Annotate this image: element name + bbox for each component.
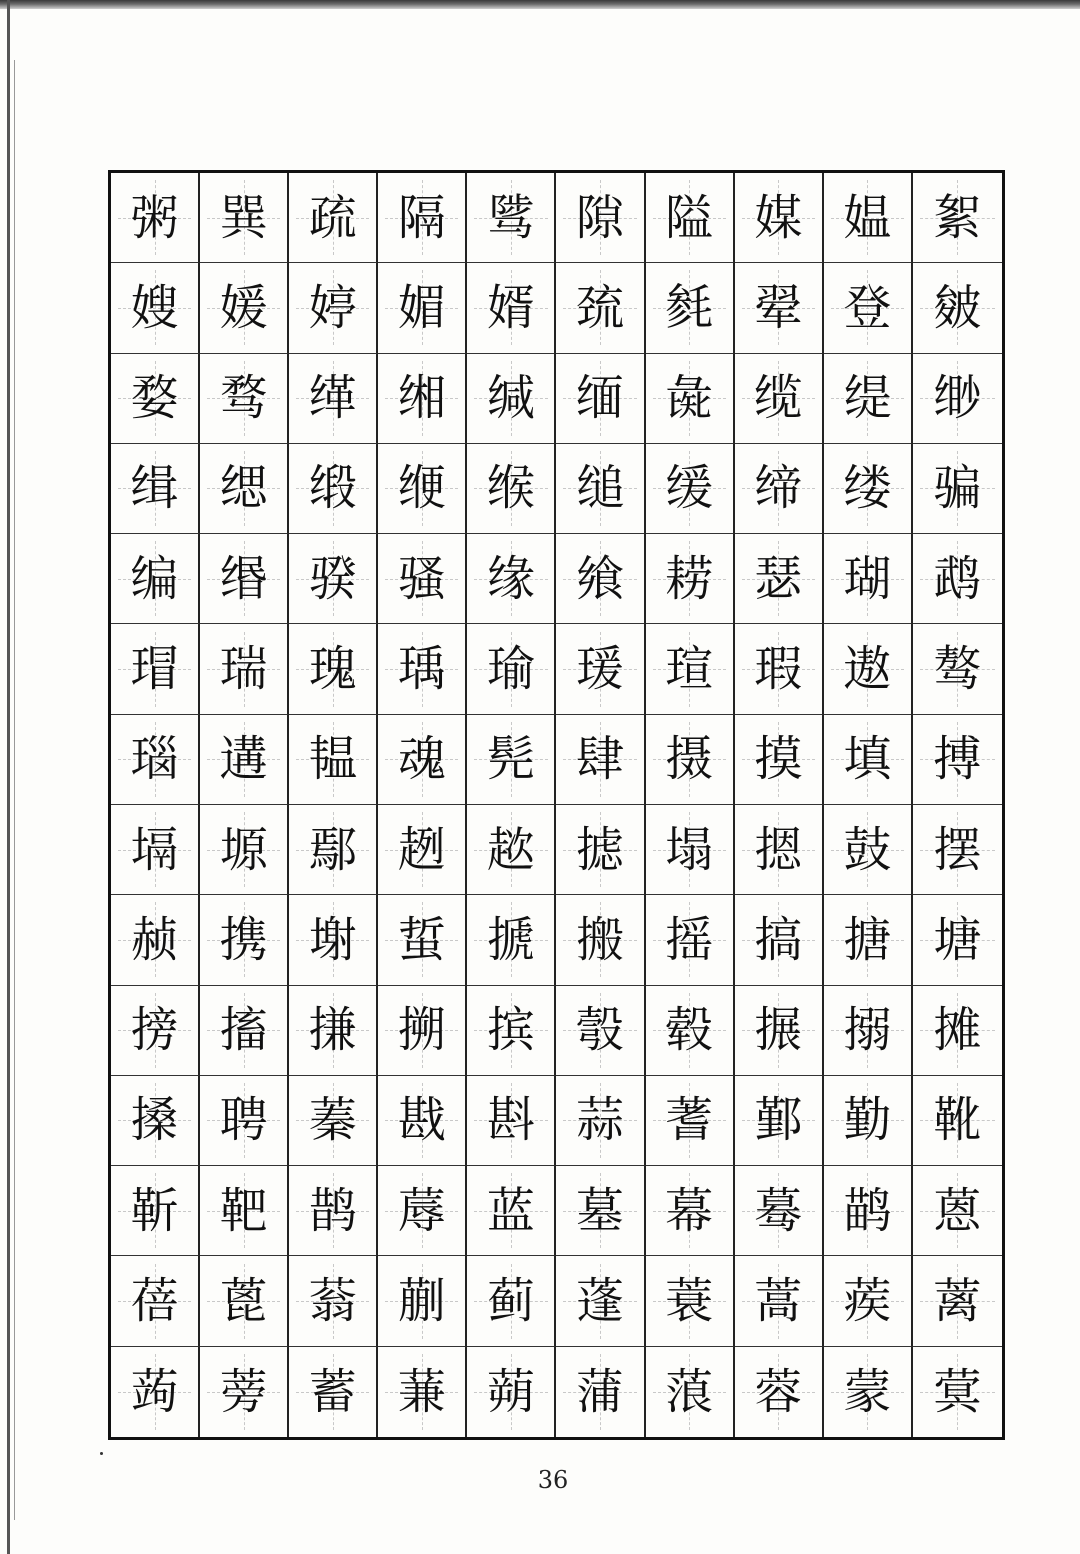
grid-cell [824, 715, 913, 805]
grid-cell [735, 1166, 824, 1256]
character: 缌 [219, 460, 268, 517]
character: 隔 [397, 189, 446, 246]
character: 蒺 [843, 1273, 892, 1330]
character: 耢 [665, 550, 714, 607]
character: 彀 [576, 1002, 625, 1059]
grid-cell [378, 173, 467, 263]
character: 蒹 [397, 1363, 446, 1420]
character: 蒿 [754, 1273, 803, 1330]
character: 摁 [754, 821, 803, 878]
grid-cell [111, 444, 200, 534]
character: 蓊 [308, 1273, 357, 1330]
grid-cell [111, 895, 200, 985]
character: 鹊 [308, 1182, 357, 1239]
character: 聘 [219, 1092, 268, 1149]
grid-cell [735, 534, 824, 624]
character: 蒜 [576, 1092, 625, 1149]
character: 摅 [576, 821, 625, 878]
grid-cell [913, 805, 1002, 895]
grid-cell [111, 1256, 200, 1346]
grid-cell [913, 1347, 1002, 1437]
grid-cell [913, 534, 1002, 624]
character: 嫂 [130, 279, 179, 336]
grid-cell [111, 1166, 200, 1256]
grid-cell [824, 173, 913, 263]
character: 鹋 [843, 1182, 892, 1239]
grid-cell [289, 715, 378, 805]
grid-cell [556, 263, 645, 353]
grid-cell [913, 986, 1002, 1076]
grid-cell [646, 1166, 735, 1256]
character: 登 [843, 279, 892, 336]
character: 鄢 [308, 821, 357, 878]
character: 搠 [397, 1002, 446, 1059]
grid-cell [824, 1166, 913, 1256]
grid-cell [111, 715, 200, 805]
grid-cell [378, 1166, 467, 1256]
character: 蓍 [665, 1092, 714, 1149]
character: 巽 [219, 189, 268, 246]
grid-cell [646, 895, 735, 985]
grid-cell [824, 805, 913, 895]
grid-cell [824, 534, 913, 624]
grid-cell [200, 895, 289, 985]
character: 魂 [397, 731, 446, 788]
character: 蓁 [308, 1092, 357, 1149]
grid-cell [200, 1076, 289, 1166]
character: 瑞 [219, 641, 268, 698]
grid-cell [289, 624, 378, 714]
character: 蒙 [843, 1363, 892, 1420]
character: 缃 [397, 370, 446, 427]
grid-cell [289, 444, 378, 534]
grid-cell [556, 895, 645, 985]
character: 缉 [130, 460, 179, 517]
character: 缒 [576, 460, 625, 517]
character: 翚 [754, 279, 803, 336]
character: 塥 [130, 821, 179, 878]
grid-cell [646, 1076, 735, 1166]
character: 巯 [576, 279, 625, 336]
grid-cell [289, 986, 378, 1076]
grid-cell [735, 986, 824, 1076]
grid-cell [467, 1256, 556, 1346]
grid-cell [913, 895, 1002, 985]
grid-cell [824, 986, 913, 1076]
grid-cell [200, 173, 289, 263]
grid-cell [467, 715, 556, 805]
grid-cell [824, 1256, 913, 1346]
character-grid [108, 170, 1005, 1440]
character: 缘 [486, 550, 535, 607]
character: 鹉 [933, 550, 982, 607]
grid-cell [824, 624, 913, 714]
grid-cell [111, 1347, 200, 1437]
grid-cell [378, 715, 467, 805]
grid-cell [378, 444, 467, 534]
character: 搬 [576, 911, 625, 968]
character: 缑 [486, 460, 535, 517]
grid-cell [556, 805, 645, 895]
grid-cell [735, 444, 824, 534]
character: 蒯 [397, 1273, 446, 1330]
character: 搛 [308, 1002, 357, 1059]
grid-cell [646, 986, 735, 1076]
grid-cell [467, 895, 556, 985]
character: 蓑 [665, 1273, 714, 1330]
character: 搡 [130, 1092, 179, 1149]
character: 蓬 [576, 1273, 625, 1330]
grid-cell [646, 263, 735, 353]
character: 搦 [843, 1002, 892, 1059]
grid-cell [556, 624, 645, 714]
grid-cell [824, 1347, 913, 1437]
character: 摊 [933, 1002, 982, 1059]
grid-cell [111, 1076, 200, 1166]
grid-cell [378, 1256, 467, 1346]
grid-cell [913, 354, 1002, 444]
character: 疏 [308, 189, 357, 246]
scan-speck [100, 1452, 103, 1455]
grid-cell [735, 715, 824, 805]
grid-cell [913, 1166, 1002, 1256]
grid-cell [556, 1076, 645, 1166]
grid-cell [289, 805, 378, 895]
character: 蓓 [130, 1273, 179, 1330]
character: 携 [219, 911, 268, 968]
grid-cell [735, 895, 824, 985]
character: 蒗 [665, 1363, 714, 1420]
grid-cell [378, 1347, 467, 1437]
character: 缂 [308, 370, 357, 427]
character: 蒴 [486, 1363, 535, 1420]
character: 媛 [219, 279, 268, 336]
character: 搏 [933, 731, 982, 788]
grid-cell [467, 173, 556, 263]
character: 韫 [308, 731, 357, 788]
grid-cell [467, 354, 556, 444]
grid-cell [289, 534, 378, 624]
grid-cell [467, 534, 556, 624]
grid-cell [646, 173, 735, 263]
character: 搒 [130, 1002, 179, 1059]
grid-cell [200, 805, 289, 895]
character: 遘 [219, 731, 268, 788]
character: 皴 [933, 279, 982, 336]
character: 缓 [665, 460, 714, 517]
grid-cell [646, 1256, 735, 1346]
grid-cell [378, 1076, 467, 1166]
character: 瑙 [130, 731, 179, 788]
character: 瑰 [308, 641, 357, 698]
character: 媚 [397, 279, 446, 336]
character: 瑟 [754, 550, 803, 607]
grid-cell [735, 354, 824, 444]
character: 缄 [486, 370, 535, 427]
grid-cell [913, 263, 1002, 353]
grid-cell [646, 534, 735, 624]
character: 靴 [933, 1092, 982, 1149]
character: 搐 [219, 1002, 268, 1059]
grid-cell [556, 173, 645, 263]
grid-cell [289, 173, 378, 263]
character: 肆 [576, 731, 625, 788]
character: 摸 [754, 731, 803, 788]
character: 蓟 [486, 1273, 535, 1330]
grid-cell [556, 1256, 645, 1346]
grid-cell [111, 805, 200, 895]
grid-cell [289, 1256, 378, 1346]
grid-cell [200, 624, 289, 714]
grid-cell [467, 986, 556, 1076]
grid-cell [824, 895, 913, 985]
grid-cell [378, 263, 467, 353]
character: 蒽 [933, 1182, 982, 1239]
grid-cell [111, 354, 200, 444]
character: 趑 [486, 821, 535, 878]
grid-cell [467, 1166, 556, 1256]
character: 彘 [665, 370, 714, 427]
grid-cell [735, 624, 824, 714]
grid-cell [200, 354, 289, 444]
character: 瑗 [576, 641, 625, 698]
character: 缅 [576, 370, 625, 427]
character: 摇 [665, 911, 714, 968]
character: 髡 [486, 731, 535, 788]
grid-cell [467, 444, 556, 534]
character: 婷 [308, 279, 357, 336]
character: 勤 [843, 1092, 892, 1149]
grid-cell [556, 1166, 645, 1256]
grid-cell [378, 895, 467, 985]
grid-cell [824, 444, 913, 534]
grid-cell [200, 263, 289, 353]
character: 粥 [130, 189, 179, 246]
grid-cell [556, 354, 645, 444]
grid-cell [200, 534, 289, 624]
character: 骗 [933, 460, 982, 517]
character: 靳 [130, 1182, 179, 1239]
grid-cell [467, 805, 556, 895]
grid-cell [646, 805, 735, 895]
character: 缏 [397, 460, 446, 517]
character: 摆 [933, 821, 982, 878]
character: 塮 [308, 911, 357, 968]
grid-cell [111, 986, 200, 1076]
character: 塘 [933, 911, 982, 968]
character: 斟 [486, 1092, 535, 1149]
character: 墓 [576, 1182, 625, 1239]
character: 蓐 [397, 1182, 446, 1239]
character: 瑕 [754, 641, 803, 698]
character: 缇 [843, 370, 892, 427]
character: 瑁 [130, 641, 179, 698]
grid-cell [824, 354, 913, 444]
grid-cell [913, 715, 1002, 805]
grid-cell [646, 354, 735, 444]
grid-cell [378, 534, 467, 624]
grid-cell [289, 1347, 378, 1437]
character: 搪 [843, 911, 892, 968]
character: 毵 [665, 279, 714, 336]
character: 瑀 [397, 641, 446, 698]
grid-cell [646, 624, 735, 714]
grid-cell [735, 1347, 824, 1437]
character: 鼓 [843, 821, 892, 878]
grid-cell [824, 263, 913, 353]
character: 靶 [219, 1182, 268, 1239]
grid-cell [289, 895, 378, 985]
grid-cell [200, 1166, 289, 1256]
grid-cell [200, 444, 289, 534]
character: 搋 [486, 911, 535, 968]
grid-cell [913, 1256, 1002, 1346]
character: 缔 [754, 460, 803, 517]
character: 缎 [308, 460, 357, 517]
character: 搞 [754, 911, 803, 968]
character: 骚 [397, 550, 446, 607]
grid-cell [200, 1347, 289, 1437]
grid-cell [556, 986, 645, 1076]
grid-cell [378, 805, 467, 895]
grid-cell [200, 715, 289, 805]
grid-cell [467, 1076, 556, 1166]
grid-cell [735, 263, 824, 353]
grid-cell [735, 805, 824, 895]
character: 摈 [486, 1002, 535, 1059]
character: 骜 [933, 641, 982, 698]
character: 填 [843, 731, 892, 788]
character: 骙 [308, 550, 357, 607]
character: 缈 [933, 370, 982, 427]
character: 赪 [130, 911, 179, 968]
grid-cell [200, 986, 289, 1076]
character: 媒 [754, 189, 803, 246]
grid-cell [378, 986, 467, 1076]
grid-cell [913, 444, 1002, 534]
grid-cell [556, 444, 645, 534]
grid-cell [289, 1076, 378, 1166]
grid-cell [111, 624, 200, 714]
grid-cell [646, 1347, 735, 1437]
grid-cell [289, 1166, 378, 1256]
character: 摄 [665, 731, 714, 788]
character: 蓄 [308, 1363, 357, 1420]
grid-cell [467, 1347, 556, 1437]
character: 缕 [843, 460, 892, 517]
grid-cell [467, 263, 556, 353]
character: 蓖 [219, 1273, 268, 1330]
character: 婿 [486, 279, 535, 336]
grid-cell [556, 715, 645, 805]
character: 蓉 [754, 1363, 803, 1420]
character: 蓦 [754, 1182, 803, 1239]
grid-cell [289, 354, 378, 444]
character: 飨 [576, 550, 625, 607]
character: 蓝 [486, 1182, 535, 1239]
grid-cell [646, 715, 735, 805]
character: 蒡 [219, 1363, 268, 1420]
grid-cell [735, 173, 824, 263]
character: 遨 [843, 641, 892, 698]
character: 搌 [754, 1002, 803, 1059]
grid-cell [913, 1076, 1002, 1166]
character: 蜇 [397, 911, 446, 968]
grid-cell [735, 1076, 824, 1166]
grid-cell [378, 354, 467, 444]
character: 毂 [665, 1002, 714, 1059]
grid-cell [646, 444, 735, 534]
character: 隘 [665, 189, 714, 246]
character: 鄞 [754, 1092, 803, 1149]
character: 缆 [754, 370, 803, 427]
grid-cell [556, 1347, 645, 1437]
character: 瑜 [486, 641, 535, 698]
grid-cell [824, 1076, 913, 1166]
character: 隙 [576, 189, 625, 246]
character: 瑄 [665, 641, 714, 698]
grid-cell [378, 624, 467, 714]
grid-cell [289, 263, 378, 353]
character: 蓂 [933, 1363, 982, 1420]
grid-cell [111, 173, 200, 263]
character: 蒟 [130, 1363, 179, 1420]
grid-cell [735, 1256, 824, 1346]
grid-cell [111, 534, 200, 624]
scan-left-edge [7, 0, 10, 1554]
character: 媪 [843, 189, 892, 246]
grid-cell [200, 1256, 289, 1346]
scan-top-edge [0, 0, 1080, 9]
character: 骘 [486, 189, 535, 246]
grid-cell [111, 263, 200, 353]
character: 蓠 [933, 1273, 982, 1330]
character: 缗 [219, 550, 268, 607]
character: 瑚 [843, 550, 892, 607]
character: 幕 [665, 1182, 714, 1239]
character: 塬 [219, 821, 268, 878]
character: 蒲 [576, 1363, 625, 1420]
character: 戡 [397, 1092, 446, 1149]
grid-cell [913, 624, 1002, 714]
character: 趔 [397, 821, 446, 878]
character: 编 [130, 550, 179, 607]
character: 骛 [219, 370, 268, 427]
scan-left-shadow [14, 60, 15, 1520]
character: 塌 [665, 821, 714, 878]
page-number: 36 [537, 1466, 569, 1494]
grid-cell [913, 173, 1002, 263]
character: 絮 [933, 189, 982, 246]
grid-cell [556, 534, 645, 624]
grid-cell [467, 624, 556, 714]
character: 婺 [130, 370, 179, 427]
